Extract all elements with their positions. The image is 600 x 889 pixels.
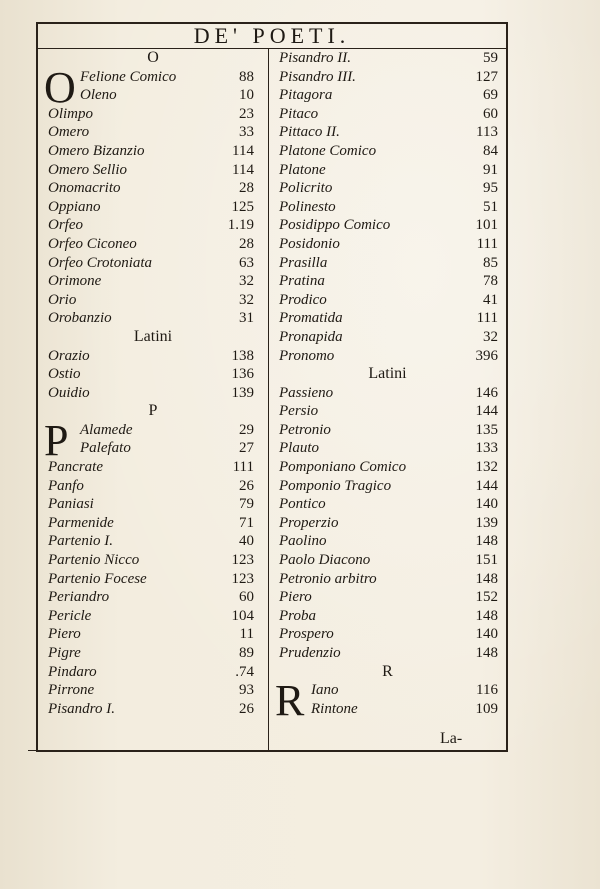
index-entry [38, 179, 268, 198]
index-entry [269, 384, 506, 403]
entry-page-number: 33 [239, 124, 254, 141]
entry-name: Orimone [48, 273, 102, 290]
left-column [38, 49, 269, 750]
entry-name: Prospero [279, 626, 334, 643]
entry-page-number: 132 [475, 459, 498, 476]
entry-page-number: 11 [239, 626, 254, 643]
entry-page-number: 71 [239, 514, 254, 531]
entry-name: Prodico [279, 291, 327, 308]
index-entry [269, 86, 506, 105]
index-entry [38, 198, 268, 217]
entry-name: Pirrone [48, 682, 95, 699]
entry-name: Oppiano [48, 198, 101, 215]
entry-page-number: 123 [231, 570, 254, 587]
entry-page-number: 60 [239, 589, 254, 606]
index-entry [38, 272, 268, 291]
index-entry [38, 439, 268, 458]
entry-name: Passieno [279, 384, 334, 401]
index-entry [38, 86, 268, 105]
drop-cap-initial: R [275, 676, 305, 726]
index-entry [38, 384, 268, 403]
entry-page-number: 40 [239, 533, 254, 550]
entry-page-number: 127 [475, 68, 498, 85]
entry-name: Prudenzio [279, 645, 341, 661]
section-heading: Latini [368, 365, 407, 383]
entry-page-number: 109 [475, 700, 498, 717]
entry-name: Alamede [80, 421, 133, 438]
entry-name: Piero [279, 589, 312, 606]
entry-page-number: 148 [475, 533, 498, 550]
section-heading: P [148, 402, 158, 420]
entry-page-number: 116 [476, 682, 498, 699]
entry-page-number: 28 [239, 235, 254, 252]
entry-name: Petronio [279, 421, 331, 438]
entry-page-number: 111 [476, 235, 498, 252]
entry-name: Pomponio Tragico [279, 477, 392, 494]
entry-name: Felione Comico [80, 68, 177, 85]
entry-page-number: 114 [232, 142, 254, 159]
entry-name: Pronapida [279, 328, 343, 345]
entry-page-number: 111 [232, 459, 254, 476]
entry-page-number: .74 [235, 663, 254, 680]
index-entry [38, 625, 268, 644]
entry-page-number: 32 [483, 328, 498, 345]
index-entry [269, 477, 506, 496]
index-entry [38, 142, 268, 161]
entry-name: Pontico [279, 496, 326, 513]
entry-name: Pisandro I. [48, 700, 115, 717]
index-entry [38, 495, 268, 514]
drop-cap-initial: P [44, 415, 69, 465]
entry-name: Piero [48, 626, 81, 643]
index-entry [269, 495, 506, 514]
index-entry [269, 235, 506, 254]
entry-name: Properzio [279, 514, 339, 531]
index-entry [269, 439, 506, 458]
index-entry [38, 532, 268, 551]
entry-name: Panfo [48, 477, 84, 494]
entry-name: Polinesto [279, 198, 336, 215]
drop-cap-initial: O [44, 62, 76, 112]
entry-page-number: 26 [239, 477, 254, 494]
entry-page-number: 51 [483, 198, 498, 215]
entry-name: Paniasi [48, 496, 94, 513]
entry-page-number: 78 [483, 273, 498, 290]
entry-name: Rintone [311, 700, 358, 717]
entry-page-number: 26 [239, 700, 254, 717]
entry-page-number: 10 [239, 87, 254, 104]
entry-name: Platone [279, 161, 326, 178]
index-entry [38, 235, 268, 254]
index-entry [38, 607, 268, 626]
index-entry [269, 68, 506, 87]
entry-name: Pericle [48, 607, 92, 624]
entry-page-number: 144 [475, 403, 498, 420]
entry-page-number: 59 [483, 50, 498, 66]
entry-page-number: 148 [475, 645, 498, 661]
right-column [269, 49, 506, 750]
entry-page-number: 135 [475, 421, 498, 438]
index-entry [38, 291, 268, 310]
entry-name: Pitaco [279, 105, 319, 122]
entry-name: Proba [279, 607, 316, 624]
entry-page-number: 69 [483, 87, 498, 104]
entry-name: Orfeo [48, 217, 83, 234]
index-entry [38, 700, 268, 719]
index-entry [38, 477, 268, 496]
index-entry [269, 254, 506, 273]
entry-page-number: 91 [483, 161, 498, 178]
index-entry [269, 179, 506, 198]
entry-page-number: 104 [231, 607, 254, 624]
index-entry [38, 105, 268, 124]
entry-page-number: 396 [475, 347, 498, 364]
entry-page-number: 125 [231, 198, 254, 215]
index-entry [269, 551, 506, 570]
entry-name: Paolo Diacono [279, 552, 371, 569]
index-entry [269, 458, 506, 477]
index-entry [38, 309, 268, 328]
entry-name: Pisandro II. [279, 50, 351, 66]
index-entry [38, 681, 268, 700]
entry-name: Omero Sellio [48, 161, 128, 178]
entry-page-number: 28 [239, 180, 254, 197]
entry-page-number: 148 [475, 570, 498, 587]
index-entry [269, 142, 506, 161]
index-entry [38, 644, 268, 663]
index-entry [38, 551, 268, 570]
entry-page-number: 79 [239, 496, 254, 513]
entry-page-number: 23 [239, 105, 254, 122]
entry-name: Promatida [279, 310, 343, 327]
entry-name: Onomacrito [48, 180, 121, 197]
entry-name: Pratina [279, 273, 325, 290]
entry-page-number: 140 [475, 626, 498, 643]
entry-page-number: 133 [475, 440, 498, 457]
index-entry [269, 49, 506, 68]
entry-name: Iano [311, 682, 339, 699]
index-entry [38, 347, 268, 366]
entry-name: Pomponiano Comico [279, 459, 407, 476]
entry-page-number: 95 [483, 180, 498, 197]
entry-page-number: 93 [239, 682, 254, 699]
catchword: La- [440, 730, 463, 747]
entry-name: Partenio I. [48, 533, 113, 550]
index-entry [38, 254, 268, 273]
page-header: DE' POETI. [38, 24, 506, 49]
section-heading: Latini [133, 327, 173, 345]
index-entry [269, 198, 506, 217]
entry-name: Plauto [279, 440, 319, 457]
entry-name: Orazio [48, 347, 90, 364]
index-entry [38, 588, 268, 607]
entry-page-number: 139 [475, 514, 498, 531]
entry-name: Pronomo [279, 347, 335, 364]
index-frame [36, 22, 508, 752]
index-entry [269, 402, 506, 421]
entry-page-number: 138 [231, 347, 254, 364]
index-entry [269, 532, 506, 551]
entry-page-number: 114 [232, 161, 254, 178]
index-entry [38, 365, 268, 384]
entry-page-number: 148 [475, 607, 498, 624]
index-entry [38, 570, 268, 589]
entry-name: Omero [48, 124, 90, 141]
entry-page-number: 89 [239, 645, 254, 661]
entry-name: Olimpo [48, 105, 93, 122]
entry-name: Paolino [279, 533, 327, 550]
entry-name: Palefato [80, 440, 131, 457]
index-entry [269, 588, 506, 607]
entry-name: Posidippo Comico [279, 217, 391, 234]
index-entry [269, 514, 506, 533]
index-entry [38, 123, 268, 142]
entry-name: Orfeo Crotoniata [48, 254, 153, 271]
section-heading: R [382, 662, 393, 680]
index-entry [38, 216, 268, 235]
entry-name: Pancrate [48, 459, 103, 476]
entry-page-number: 29 [239, 421, 254, 438]
entry-name: Orobanzio [48, 310, 112, 327]
entry-name: Oleno [80, 87, 117, 104]
entry-name: Pitagora [279, 87, 333, 104]
entry-name: Ouidio [48, 384, 90, 401]
entry-page-number: 101 [475, 217, 498, 234]
entry-page-number: 63 [239, 254, 254, 271]
entry-name: Persio [279, 403, 319, 420]
entry-name: Ostio [48, 366, 81, 383]
entry-page-number: 113 [476, 124, 498, 141]
entry-page-number: 31 [239, 310, 254, 327]
entry-page-number: 146 [475, 384, 498, 401]
entry-name: Prasilla [279, 254, 328, 271]
entry-page-number: 144 [475, 477, 498, 494]
entry-page-number: 27 [239, 440, 254, 457]
entry-name: Platone Comico [279, 142, 377, 159]
entry-page-number: 123 [231, 552, 254, 569]
entry-page-number: 88 [239, 68, 254, 85]
entry-name: Pigre [48, 645, 81, 661]
entry-page-number: 136 [231, 366, 254, 383]
entry-page-number: 111 [476, 310, 498, 327]
index-entry [269, 625, 506, 644]
section-heading: O [147, 49, 159, 66]
entry-page-number: 60 [483, 105, 498, 122]
entry-page-number: 84 [483, 142, 498, 159]
index-entry [269, 347, 506, 366]
index-entry [269, 570, 506, 589]
entry-page-number: 85 [483, 254, 498, 271]
entry-name: Orfeo Ciconeo [48, 235, 137, 252]
index-entry [269, 272, 506, 291]
entry-page-number: 139 [231, 384, 254, 401]
index-entry [269, 309, 506, 328]
index-entry [269, 700, 506, 719]
entry-name: Parmenide [48, 514, 114, 531]
index-entry [38, 663, 268, 682]
index-entry [269, 123, 506, 142]
index-entry [269, 607, 506, 626]
entry-page-number: 151 [475, 552, 498, 569]
entry-name: Orio [48, 291, 77, 308]
entry-name: Policrito [279, 180, 333, 197]
index-entry [269, 161, 506, 180]
index-entry [38, 458, 268, 477]
entry-name: Pindaro [48, 663, 97, 680]
entry-name: Posidonio [279, 235, 340, 252]
index-entry [38, 161, 268, 180]
index-entry [269, 291, 506, 310]
entry-name: Pisandro III. [279, 68, 356, 85]
entry-name: Omero Bizanzio [48, 142, 145, 159]
index-entry [38, 514, 268, 533]
entry-name: Partenio Focese [48, 570, 147, 587]
entry-name: Petronio arbitro [279, 570, 377, 587]
entry-name: Periandro [48, 589, 110, 606]
index-entry [269, 421, 506, 440]
entry-page-number: 41 [483, 291, 498, 308]
entry-page-number: 32 [239, 273, 254, 290]
entry-name: Pittaco II. [279, 124, 340, 141]
entry-page-number: 152 [475, 589, 498, 606]
index-entry [269, 644, 506, 663]
index-entry [269, 328, 506, 347]
index-entry [269, 105, 506, 124]
entry-page-number: 140 [475, 496, 498, 513]
footer-rule [28, 750, 504, 751]
entry-page-number: 32 [239, 291, 254, 308]
index-entry [269, 216, 506, 235]
entry-page-number: 1.19 [227, 217, 254, 234]
entry-name: Partenio Nicco [48, 552, 140, 569]
